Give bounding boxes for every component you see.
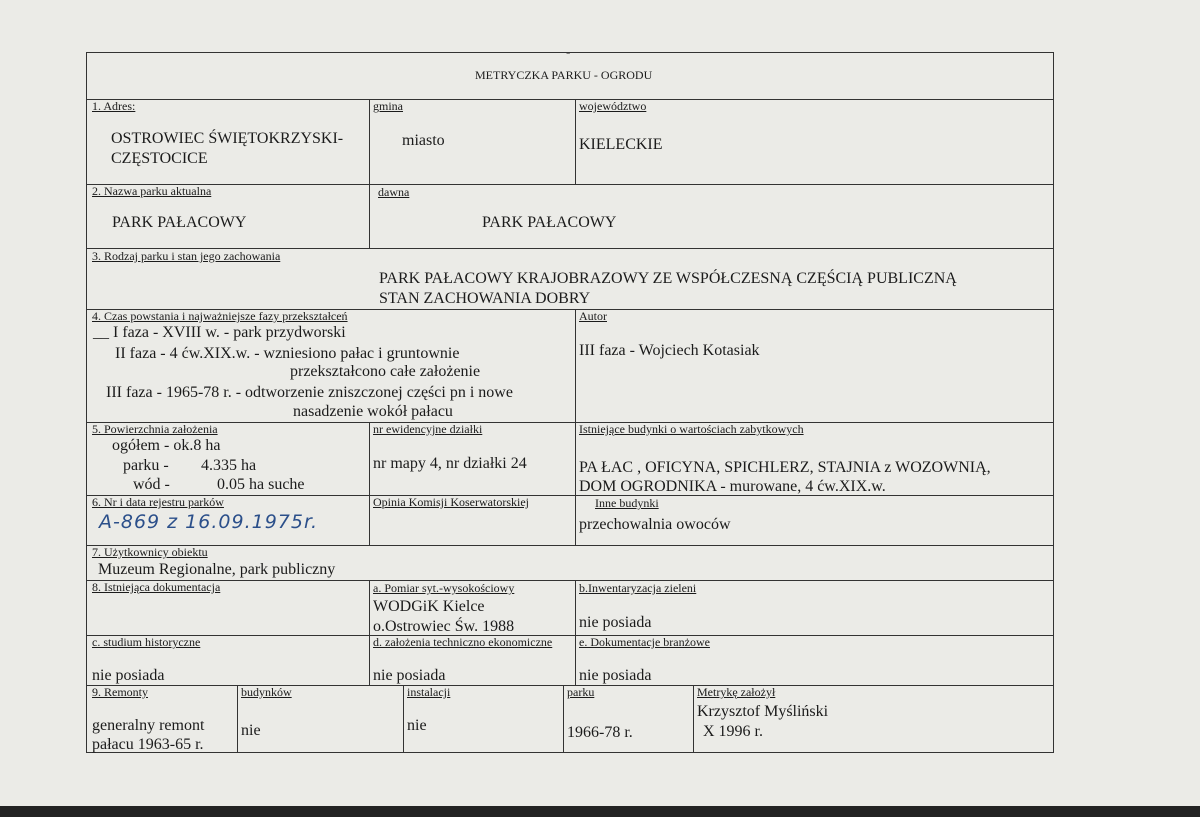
- address-line-2: CZĘSTOCICE: [111, 150, 208, 167]
- address-label: 1. Adres:: [92, 99, 136, 113]
- row-divider: [87, 545, 1053, 546]
- col-divider: [237, 685, 238, 753]
- wojewodztwo-label: województwo: [579, 99, 647, 113]
- register-handwritten-value: A-869 z 16.09.1975r.: [99, 511, 319, 533]
- register-label: 6. Nr i data rejestru parków: [92, 495, 224, 509]
- phase-line-1: __ I faza - XVIII w. - park przydworski: [93, 324, 346, 341]
- col-divider: [575, 580, 576, 685]
- phase-line-4: III faza - 1965-78 r. - odtworzenie zniszczonej części pn i nowe: [106, 384, 513, 401]
- header-mark: -: [566, 44, 571, 59]
- author-value: III faza - Wojciech Kotasiak: [579, 342, 760, 359]
- phase-line-3: przekształcono całe założenie: [290, 363, 481, 380]
- col-divider: [575, 99, 576, 184]
- gmina-value: miasto: [402, 132, 445, 149]
- col-divider: [403, 685, 404, 753]
- installations-renovation-value: nie: [407, 717, 427, 734]
- documentation-label: 8. Istniejąca dokumentacja: [92, 580, 221, 594]
- former-name-value: PARK PAŁACOWY: [482, 214, 617, 231]
- historical-study-label: c. studium historyczne: [92, 635, 201, 649]
- area-total: ogółem - ok.8 ha: [112, 437, 221, 454]
- other-buildings-label: Inne budynki: [595, 496, 659, 510]
- plot-number-label: nr ewidencyjne działki: [373, 422, 483, 436]
- survey-line-2: o.Ostrowiec Św. 1988: [373, 618, 515, 635]
- author-label: Autor: [579, 309, 607, 323]
- park-type-line-1: PARK PAŁACOWY KRAJOBRAZOWY ZE WSPÓŁCZESNĄ CZĘŚCIĄ PUBLICZNĄ: [379, 270, 957, 287]
- former-name-label: dawna: [378, 185, 410, 199]
- row-divider: [87, 580, 1053, 581]
- gmina-label: gmina: [373, 99, 403, 113]
- plot-number-value: nr mapy 4, nr działki 24: [373, 455, 527, 472]
- park-type-label: 3. Rodzaj parku i stan jego zachowania: [92, 249, 281, 263]
- park-renovation-label: parku: [567, 685, 595, 699]
- survey-line-1: WODGiK Kielce: [373, 598, 485, 615]
- record-author-name: Krzysztof Myśliński: [697, 703, 829, 720]
- renovations-line-2: pałacu 1963-65 r.: [92, 736, 204, 753]
- area-park-label: parku -: [123, 457, 169, 474]
- record-author-date: X 1996 r.: [703, 723, 763, 740]
- phase-line-5: nasadzenie wokół pałacu: [293, 403, 453, 420]
- historic-buildings-line-2: DOM OGRODNIKA - murowane, 4 ćw.XIX.w.: [579, 478, 886, 495]
- survey-label: a. Pomiar syt.-wysokościowy: [373, 581, 515, 595]
- col-divider: [369, 422, 370, 545]
- commission-opinion-label: Opinia Komisji Koserwatorskiej: [373, 495, 529, 509]
- row-divider: [87, 184, 1053, 185]
- users-label: 7. Użytkownicy obiektu: [92, 545, 208, 559]
- address-line-1: OSTROWIEC ŚWIĘTOKRZYSKI-: [111, 130, 344, 147]
- area-water-label: wód -: [133, 476, 170, 493]
- park-type-line-2: STAN ZACHOWANIA DOBRY: [379, 290, 591, 307]
- technical-assumptions-label: d. założenia techniczno ekonomiczne: [373, 635, 553, 649]
- sector-docs-label: e. Dokumentacje branżowe: [579, 635, 710, 649]
- col-divider: [575, 309, 576, 545]
- col-divider: [369, 99, 370, 248]
- historic-buildings-label: Istniejące budynki o wartościach zabytkowych: [579, 422, 804, 436]
- other-buildings-value: przechowalnia owoców: [579, 516, 731, 533]
- technical-assumptions-value: nie posiada: [373, 667, 446, 684]
- park-record-form: [86, 52, 1054, 753]
- area-water-value: 0.05 ha suche: [217, 476, 305, 493]
- col-divider: [693, 685, 694, 753]
- form-title: METRYCZKA PARKU - OGRODU: [475, 68, 653, 82]
- phase-line-2: II faza - 4 ćw.XIX.w. - wzniesiono pałac i gruntownie: [115, 345, 460, 362]
- row-divider: [87, 495, 1053, 496]
- users-value: Muzeum Regionalne, park publiczny: [98, 561, 336, 578]
- row-divider: [87, 99, 1053, 100]
- buildings-renovation-value: nie: [241, 722, 261, 739]
- buildings-renovation-label: budynków: [241, 685, 292, 699]
- col-divider: [563, 685, 564, 753]
- row-divider: [87, 635, 1053, 636]
- sector-docs-value: nie posiada: [579, 667, 652, 684]
- historic-buildings-line-1: PA ŁAC , OFICYNA, SPICHLERZ, STAJNIA z WOZOWNIĄ,: [579, 459, 991, 476]
- installations-renovation-label: instalacji: [407, 685, 451, 699]
- park-renovation-value: 1966-78 r.: [567, 724, 633, 741]
- greenery-inventory-value: nie posiada: [579, 614, 652, 631]
- scan-bottom-edge: [0, 806, 1200, 817]
- record-author-label: Metrykę założył: [697, 685, 776, 699]
- row-divider: [87, 422, 1053, 423]
- greenery-inventory-label: b.Inwentaryzacja zieleni: [579, 581, 697, 595]
- wojewodztwo-value: KIELECKIE: [579, 136, 663, 153]
- current-name-value: PARK PAŁACOWY: [112, 214, 247, 231]
- area-park-value: 4.335 ha: [201, 457, 257, 474]
- renovations-label: 9. Remonty: [92, 685, 148, 699]
- phases-label: 4. Czas powstania i najważniejsze fazy przekształceń: [92, 309, 348, 323]
- renovations-line-1: generalny remont: [92, 717, 205, 734]
- area-label: 5. Powierzchnia założenia: [92, 422, 218, 436]
- col-divider: [369, 580, 370, 685]
- current-name-label: 2. Nazwa parku aktualna: [92, 184, 212, 198]
- historical-study-value: nie posiada: [92, 667, 165, 684]
